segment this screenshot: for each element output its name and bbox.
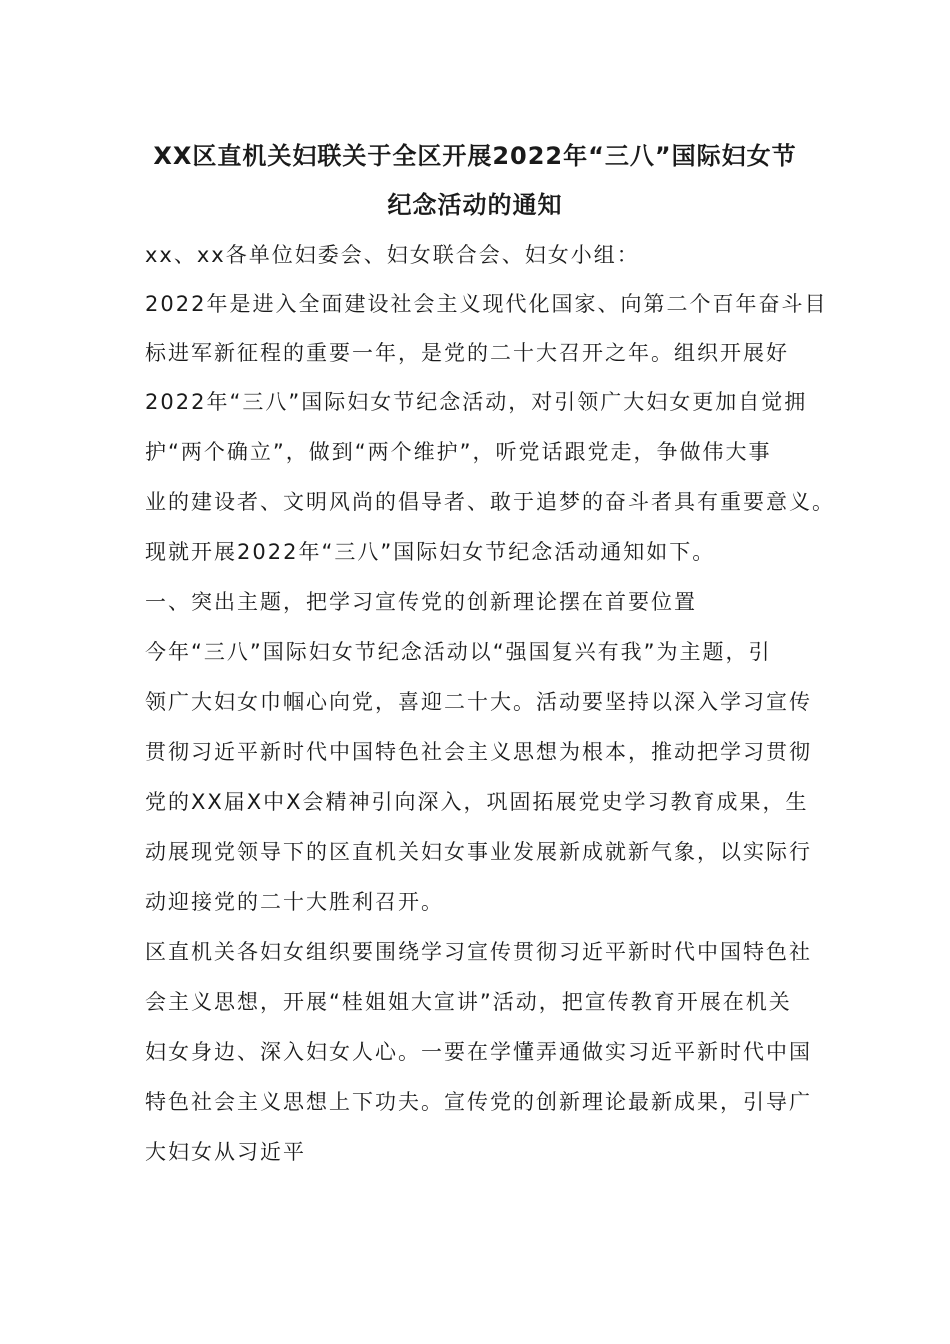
section-heading: 一、突出主题，把学习宣传党的创新理论摆在首要位置	[145, 590, 697, 614]
body-line: 业的建设者、文明风尚的倡导者、敢于追梦的奋斗者具有重要意义。	[145, 490, 835, 514]
document-title-line-1: XX区直机关妇联关于全区开展2022年“三八”国际妇女节	[153, 142, 797, 170]
body-line: 党的XX届X中X会精神引向深入，巩固拓展党史学习教育成果，生	[145, 790, 809, 814]
salutation-line: xx、xx各单位妇委会、妇女联合会、妇女小组：	[145, 243, 640, 267]
body-line: 会主义思想，开展“桂姐姐大宣讲”活动，把宣传教育开展在机关	[145, 990, 792, 1014]
body-line: 动展现党领导下的区直机关妇女事业发展新成就新气象，以实际行	[145, 840, 812, 864]
body-line: 妇女身边、深入妇女人心。一要在学懂弄通做实习近平新时代中国	[145, 1040, 812, 1064]
body-line: 标进军新征程的重要一年，是党的二十大召开之年。组织开展好	[145, 341, 789, 365]
body-line: 2022年“三八”国际妇女节纪念活动，对引领广大妇女更加自觉拥	[145, 390, 808, 414]
body-line: 区直机关各妇女组织要围绕学习宣传贯彻习近平新时代中国特色社	[145, 940, 812, 964]
body-line: 2022年是进入全面建设社会主义现代化国家、向第二个百年奋斗目	[145, 292, 828, 316]
document-title-line-2: 纪念活动的通知	[387, 191, 563, 219]
body-line: 现就开展2022年“三八”国际妇女节纪念活动通知如下。	[145, 540, 716, 564]
body-line: 大妇女从习近平	[145, 1140, 306, 1164]
body-line: 动迎接党的二十大胜利召开。	[145, 890, 444, 914]
body-line: 护“两个确立”，做到“两个维护”，听党话跟党走，争做伟大事	[145, 440, 772, 464]
body-line: 贯彻习近平新时代中国特色社会主义思想为根本，推动把学习贯彻	[145, 740, 812, 764]
body-line: 今年“三八”国际妇女节纪念活动以“强国复兴有我”为主题，引	[145, 640, 772, 664]
body-line: 领广大妇女巾帼心向党，喜迎二十大。活动要坚持以深入学习宣传	[145, 690, 812, 714]
body-line: 特色社会主义思想上下功夫。宣传党的创新理论最新成果，引导广	[145, 1090, 812, 1114]
